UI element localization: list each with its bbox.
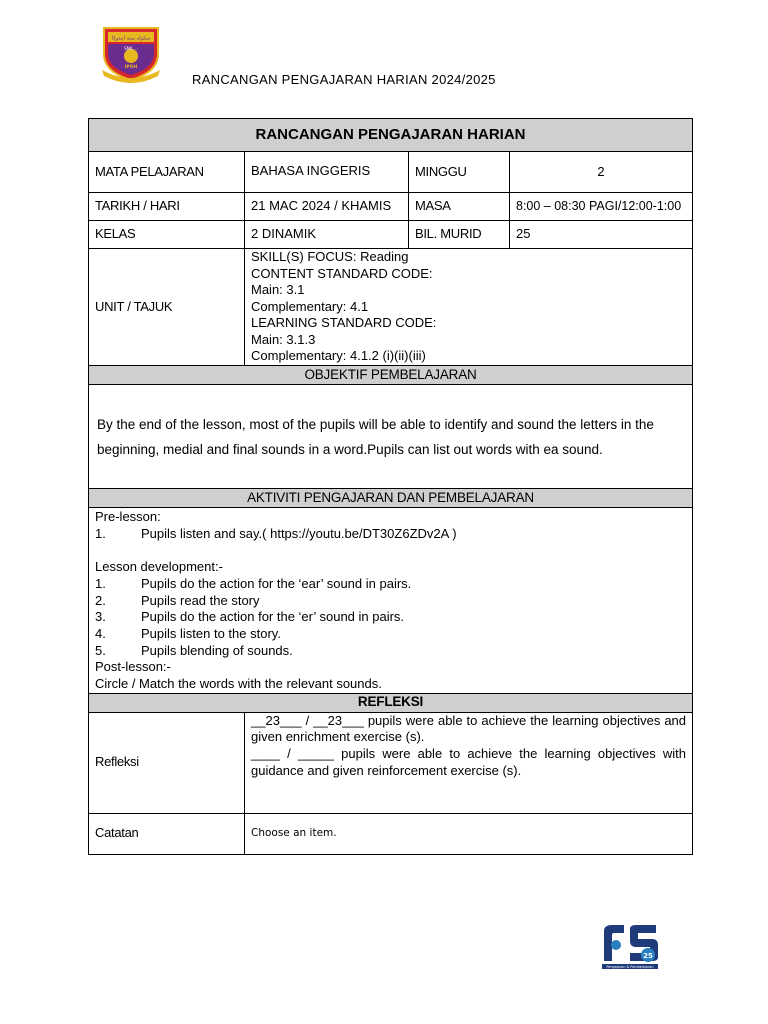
objektif-heading: OBJEKTIF PEMBELAJARAN (89, 366, 693, 385)
table-row (89, 221, 693, 249)
list-item-number: 1. (95, 525, 106, 541)
table-row (89, 249, 693, 366)
post-lesson-label: Post-lesson:- (95, 659, 171, 675)
spacer (95, 542, 686, 559)
list-item-number: 5. (95, 642, 106, 658)
list-item-number: 1. (95, 575, 106, 591)
pre-lesson-label: Pre-lesson: (95, 509, 161, 524)
table-row (89, 385, 693, 489)
list-item-number: 3. (95, 609, 106, 625)
refleksi-heading: REFLEKSI (89, 693, 693, 712)
refleksi-label: Refleksi (89, 712, 245, 813)
tarikh-label: TARIKH / HARI (89, 193, 245, 221)
table-row (89, 508, 693, 694)
list-item-text: Pupils listen and say.( https://youtu.be/DT30Z6ZDv2A ) (141, 525, 457, 541)
section-heading-row (89, 693, 693, 712)
unit-content (245, 249, 693, 366)
unit-line: Main: 3.1.3 (251, 331, 316, 347)
kelas-value: 2 DINAMIK (245, 221, 409, 249)
logo-text-bottom: IPOH (124, 65, 138, 70)
refleksi-content (245, 712, 693, 813)
school-logo (98, 20, 164, 86)
table-title-row (89, 119, 693, 152)
badge-number: 25 (643, 952, 653, 960)
refleksi-line-1: __23___ / __23___ pupils were able to achieve the learning objectives and given enrichment exercise (s). (251, 712, 687, 745)
list-item-text: Pupils do the action for the ‘er’ sound in pairs. (141, 609, 405, 625)
list-item (95, 643, 686, 660)
mata-pelajaran-label: MATA PELAJARAN (89, 152, 245, 193)
unit-line: Main: 3.1 (251, 282, 305, 297)
mata-pelajaran-value: BAHASA INGGERIS (245, 152, 409, 193)
list-item-number: 4. (95, 625, 106, 641)
unit-label: UNIT / TAJUK (89, 249, 245, 366)
table-row (89, 813, 693, 854)
list-item (95, 626, 686, 643)
bil-murid-value: 25 (510, 221, 693, 249)
list-item-text: Pupils listen to the story. (141, 625, 281, 641)
masa-label: MASA (409, 193, 510, 221)
refleksi-line-2: ____ / _____ pupils were able to achieve the learning objectives with guidance and given reinforcement exercise (s). (251, 746, 687, 778)
minggu-label: MINGGU (409, 152, 510, 193)
badge-caption: Pengajaran & Pembelajaran (606, 965, 654, 969)
unit-line: LEARNING STANDARD CODE: (251, 315, 437, 330)
unit-line: SKILL(S) FOCUS: Reading (251, 249, 409, 264)
section-heading-row (89, 489, 693, 508)
list-item (95, 593, 686, 610)
list-item-text: Pupils do the action for the ‘ear’ sound in pairs. (141, 575, 412, 591)
list-item (95, 576, 686, 593)
logo-text-band: SMK ... (124, 46, 138, 51)
table-row (89, 152, 693, 193)
objektif-text: By the end of the lesson, most of the pupils will be able to identify and sound the letters in the beginning, medial and final sounds in a word.Pupils can list out words with ea sound. (89, 385, 693, 489)
catatan-label: Catatan (89, 813, 245, 854)
aktiviti-heading: AKTIVITI PENGAJARAN DAN PEMBELAJARAN (89, 489, 693, 508)
masa-value: 8:00 – 08:30 PAGI/12:00-1:00 (510, 193, 693, 221)
table-row (89, 712, 693, 813)
list-item-text: Pupils blending of sounds. (141, 642, 293, 658)
unit-line: Complementary: 4.1.2 (i)(ii)(iii) (251, 348, 426, 363)
catatan-dropdown[interactable]: Choose an item. (245, 813, 693, 854)
table-title: RANCANGAN PENGAJARAN HARIAN (89, 119, 693, 152)
list-item-text: Pupils read the story (141, 592, 260, 608)
minggu-value: 2 (510, 152, 693, 193)
logo-text-top: سكوله مننه ايندوكا (111, 35, 151, 42)
tarikh-value: 21 MAC 2024 / KHAMIS (245, 193, 409, 221)
lesson-development-label: Lesson development:- (95, 559, 223, 575)
page-header-title: RANCANGAN PENGAJARAN HARIAN 2024/2025 (192, 72, 496, 87)
kelas-label: KELAS (89, 221, 245, 249)
list-item (95, 526, 686, 543)
bil-murid-label: BIL. MURID (409, 221, 510, 249)
table-row (89, 193, 693, 221)
list-item (95, 609, 686, 626)
list-item-number: 2. (95, 592, 106, 608)
post-lesson-text: Circle / Match the words with the relevant sounds. (95, 676, 382, 692)
unit-line: Complementary: 4.1 (251, 298, 369, 314)
section-heading-row (89, 366, 693, 385)
footer-badge-logo (600, 923, 660, 973)
unit-line: CONTENT STANDARD CODE: (251, 265, 433, 281)
lesson-plan-table (88, 118, 693, 855)
aktiviti-content (89, 508, 693, 694)
